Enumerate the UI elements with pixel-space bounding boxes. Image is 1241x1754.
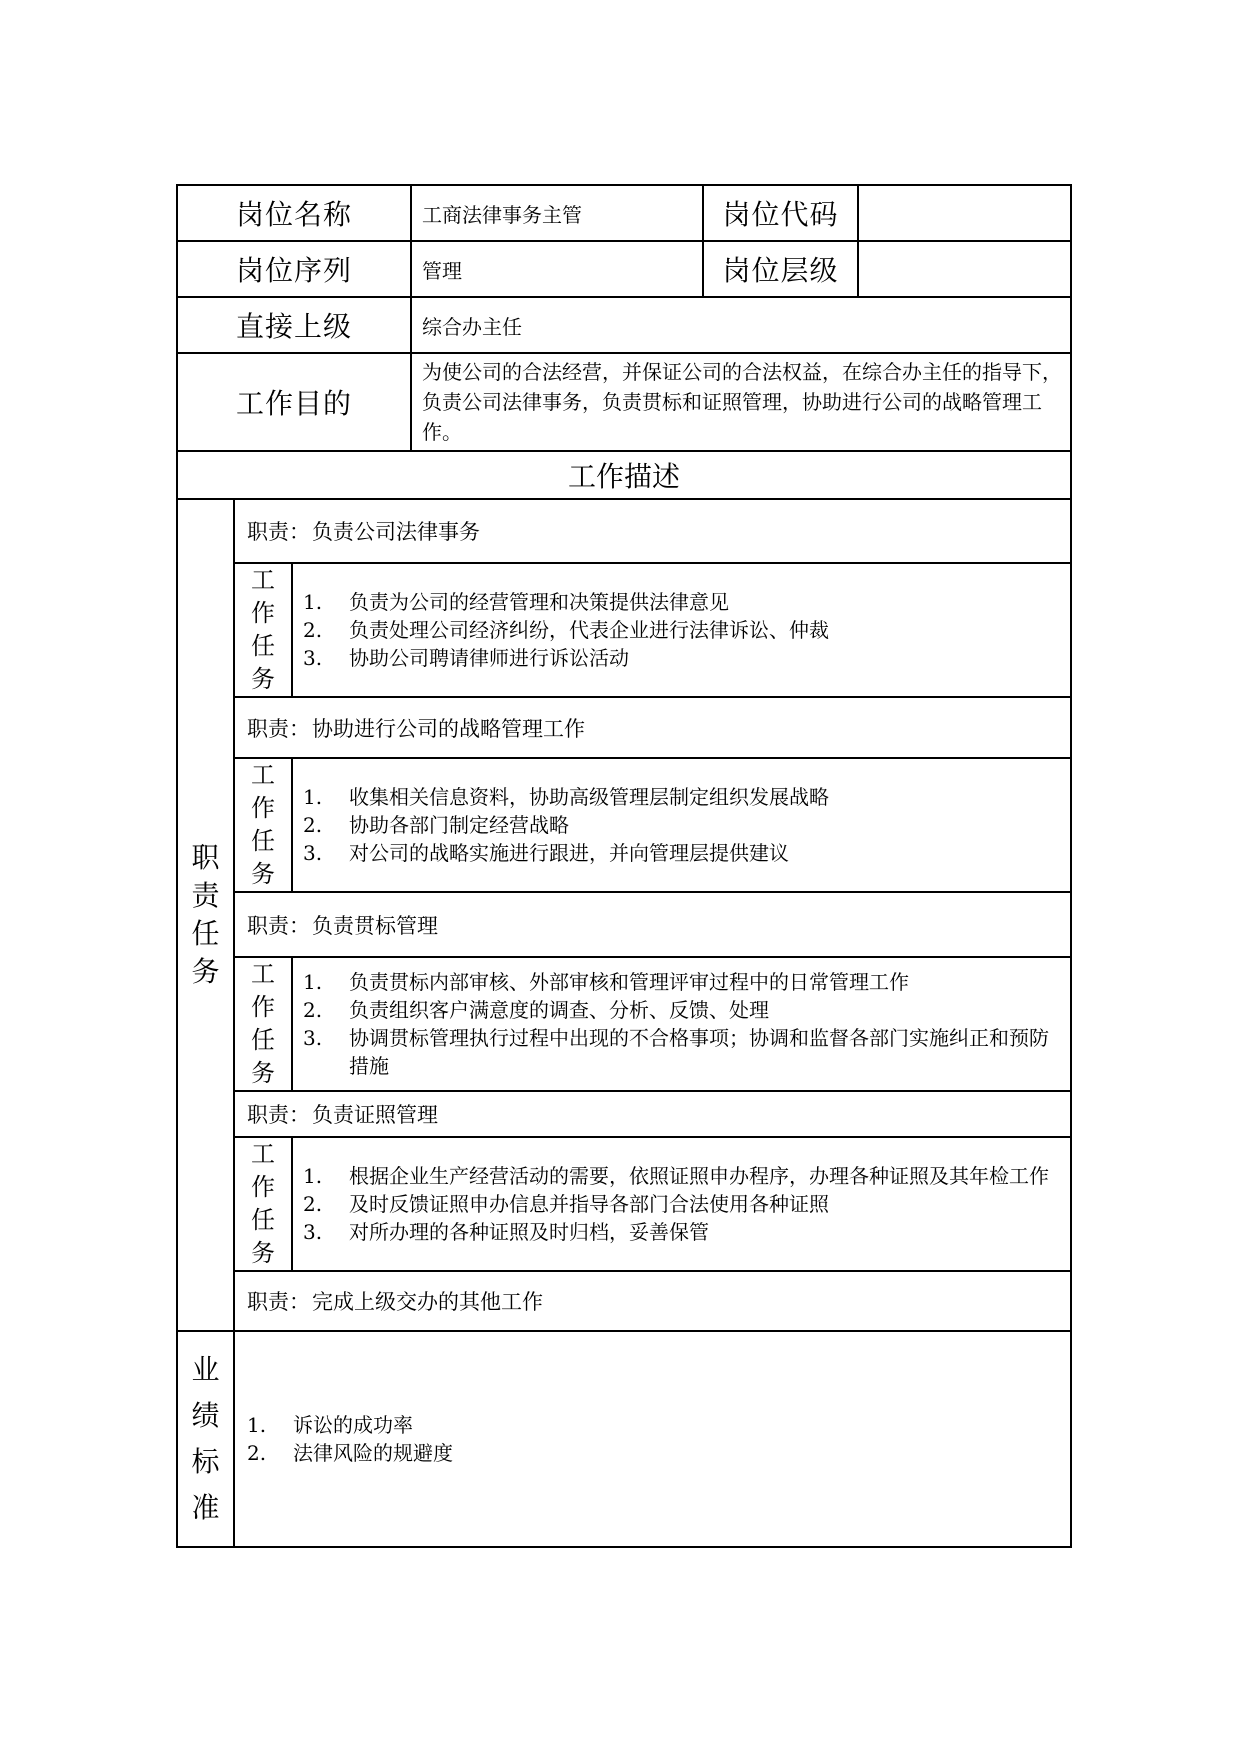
task-label-char: 任 xyxy=(251,827,275,855)
list-item xyxy=(303,996,1062,1024)
duty-prefix: 职责： xyxy=(247,913,310,938)
duties-label-char: 务 xyxy=(191,955,220,988)
task-list-cell xyxy=(292,758,1071,892)
duty-title-text: 负责公司法律事务 xyxy=(312,520,480,544)
list-text: 负责为公司的经营管理和决策提供法律意见 xyxy=(349,590,729,614)
list-number: 3. xyxy=(303,646,323,670)
row-position-name xyxy=(177,185,1071,241)
task-label-char: 工 xyxy=(251,1140,275,1168)
kpi-label-char: 绩 xyxy=(191,1399,220,1432)
list-item xyxy=(303,1190,1062,1218)
duty-title xyxy=(234,892,1071,957)
position-code-label: 岗位代码 xyxy=(703,185,858,241)
list-number: 2. xyxy=(303,1192,323,1216)
list-number: 3. xyxy=(303,841,323,865)
list-item xyxy=(303,783,1062,811)
duty-title xyxy=(234,697,1071,758)
task-list xyxy=(303,783,1062,867)
duties-section-label xyxy=(177,499,234,1331)
list-text: 根据企业生产经营活动的需要，依照证照申办程序，办理各种证照及其年检工作 xyxy=(349,1164,1049,1188)
list-text: 对所办理的各种证照及时归档，妥善保管 xyxy=(349,1220,709,1244)
duty-row xyxy=(177,697,1071,758)
task-label-char: 任 xyxy=(251,1026,275,1054)
task-list xyxy=(303,968,1062,1080)
list-number: 1. xyxy=(303,1164,323,1188)
list-item xyxy=(303,1218,1062,1246)
list-number: 1. xyxy=(303,590,323,614)
task-label xyxy=(234,758,292,892)
duty-title-text: 负责贯标管理 xyxy=(312,913,438,938)
position-sequence-label: 岗位序列 xyxy=(177,241,411,297)
list-number: 3. xyxy=(303,1220,323,1244)
work-purpose-text: 为使公司的合法经营，并保证公司的合法权益，在综合办主任的指导下，负责公司法律事务，负责贯标和证照管理，协助进行公司的战略管理工作。 xyxy=(411,353,1071,451)
list-item xyxy=(303,616,1062,644)
position-name-value: 工商法律事务主管 xyxy=(411,185,703,241)
list-item xyxy=(303,1024,1062,1080)
task-label-char: 务 xyxy=(251,1059,275,1087)
list-item xyxy=(303,644,1062,672)
position-level-value xyxy=(858,241,1071,297)
task-list-cell xyxy=(292,563,1071,697)
list-text: 协调贯标管理执行过程中出现的不合格事项；协调和监督各部门实施纠正和预防措施 xyxy=(349,1026,1049,1078)
task-row xyxy=(177,957,1071,1091)
list-text: 收集相关信息资料，协助高级管理层制定组织发展战略 xyxy=(349,785,829,809)
list-number: 3. xyxy=(303,1026,323,1050)
duty-title xyxy=(234,499,1071,563)
row-work-purpose xyxy=(177,353,1071,451)
task-label xyxy=(234,1137,292,1271)
kpi-label-char: 标 xyxy=(191,1445,220,1478)
kpi-label-char: 业 xyxy=(191,1353,220,1386)
list-text: 协助公司聘请律师进行诉讼活动 xyxy=(349,646,629,670)
list-item xyxy=(303,1162,1062,1190)
task-label-char: 作 xyxy=(251,993,275,1021)
task-row xyxy=(177,1137,1071,1271)
list-number: 1. xyxy=(303,785,323,809)
list-number: 2. xyxy=(303,813,323,837)
duties-label-char: 任 xyxy=(191,917,220,950)
duty-title-text: 协助进行公司的战略管理工作 xyxy=(312,716,585,741)
list-number: 2. xyxy=(303,618,323,642)
position-name-label: 岗位名称 xyxy=(177,185,411,241)
list-item xyxy=(247,1411,1070,1439)
list-item xyxy=(303,588,1062,616)
task-label-char: 任 xyxy=(251,632,275,660)
list-number: 2. xyxy=(247,1441,267,1465)
task-row xyxy=(177,758,1071,892)
duty-row xyxy=(177,1271,1071,1331)
duties-label-char: 责 xyxy=(191,879,220,912)
section-title: 工作描述 xyxy=(177,451,1071,499)
task-label xyxy=(234,957,292,1091)
duties-label-char: 职 xyxy=(191,841,220,874)
duty-row xyxy=(177,892,1071,957)
duty-title xyxy=(234,1091,1071,1137)
list-item xyxy=(303,968,1062,996)
task-row xyxy=(177,563,1071,697)
kpi-list xyxy=(247,1411,1070,1467)
duty-title xyxy=(234,1271,1071,1331)
kpi-row xyxy=(177,1331,1071,1547)
duty-title-text: 负责证照管理 xyxy=(312,1103,438,1127)
duty-prefix: 职责： xyxy=(247,520,310,544)
list-text: 对公司的战略实施进行跟进，并向管理层提供建议 xyxy=(349,841,789,865)
list-item xyxy=(303,811,1062,839)
direct-superior-label: 直接上级 xyxy=(177,297,411,353)
task-label xyxy=(234,563,292,697)
task-label-char: 作 xyxy=(251,599,275,627)
task-list-cell xyxy=(292,1137,1071,1271)
position-code-value xyxy=(858,185,1071,241)
task-label-char: 工 xyxy=(251,960,275,988)
duty-prefix: 职责： xyxy=(247,1290,310,1314)
position-level-label: 岗位层级 xyxy=(703,241,858,297)
duty-row xyxy=(177,1091,1071,1137)
list-number: 1. xyxy=(247,1413,267,1437)
task-label-char: 务 xyxy=(251,1239,275,1267)
kpi-label-char: 准 xyxy=(191,1491,220,1524)
task-list xyxy=(303,1162,1062,1246)
list-item xyxy=(247,1439,1070,1467)
task-label-char: 作 xyxy=(251,1173,275,1201)
kpi-section-label xyxy=(177,1331,234,1547)
duty-prefix: 职责： xyxy=(247,716,310,741)
row-position-sequence xyxy=(177,241,1071,297)
task-list-cell xyxy=(292,957,1071,1091)
work-purpose-label: 工作目的 xyxy=(177,353,411,451)
list-text: 法律风险的规避度 xyxy=(293,1441,453,1465)
duty-title-text: 完成上级交办的其他工作 xyxy=(312,1290,543,1314)
list-text: 负责组织客户满意度的调查、分析、反馈、处理 xyxy=(349,998,769,1022)
list-text: 负责贯标内部审核、外部审核和管理评审过程中的日常管理工作 xyxy=(349,970,909,994)
direct-superior-value: 综合办主任 xyxy=(411,297,1071,353)
task-label-char: 务 xyxy=(251,860,275,888)
list-text: 诉讼的成功率 xyxy=(293,1413,413,1437)
list-number: 1. xyxy=(303,970,323,994)
list-text: 协助各部门制定经营战略 xyxy=(349,813,569,837)
list-number: 2. xyxy=(303,998,323,1022)
task-label-char: 工 xyxy=(251,761,275,789)
list-text: 及时反馈证照申办信息并指导各部门合法使用各种证照 xyxy=(349,1192,829,1216)
task-label-char: 作 xyxy=(251,794,275,822)
duty-row xyxy=(177,499,1071,563)
duty-prefix: 职责： xyxy=(247,1103,310,1127)
position-sequence-value: 管理 xyxy=(411,241,703,297)
row-direct-superior xyxy=(177,297,1071,353)
task-label-char: 任 xyxy=(251,1206,275,1234)
task-label-char: 工 xyxy=(251,566,275,594)
row-section-title xyxy=(177,451,1071,499)
task-label-char: 务 xyxy=(251,665,275,693)
kpi-list-cell xyxy=(234,1331,1071,1547)
task-list xyxy=(303,588,1062,672)
job-description-table xyxy=(176,184,1072,1548)
list-text: 负责处理公司经济纠纷，代表企业进行法律诉讼、仲裁 xyxy=(349,618,829,642)
list-item xyxy=(303,839,1062,867)
